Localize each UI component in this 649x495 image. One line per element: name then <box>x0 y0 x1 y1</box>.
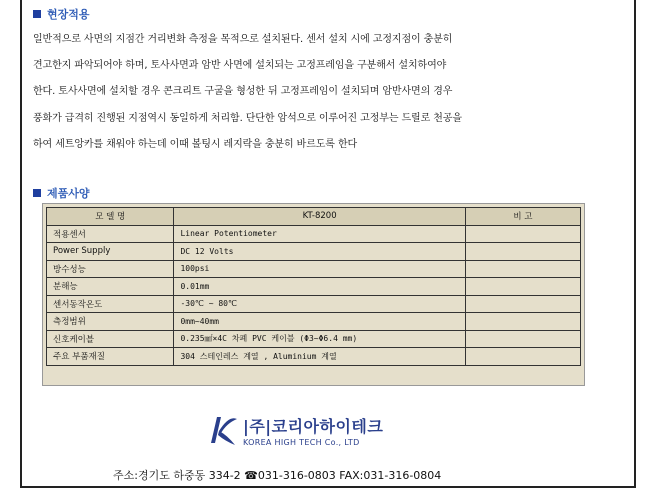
row-label: 신호케이블 <box>47 330 174 348</box>
section-title-text: 제품사양 <box>47 187 90 200</box>
table-row <box>47 313 581 331</box>
row-label: Power Supply <box>47 243 174 261</box>
row-label: 방수성능 <box>47 260 174 278</box>
row-note <box>465 348 580 366</box>
row-note <box>465 260 580 278</box>
company-address: 주소:경기도 하중동 334-2 ☎031-316-0803 FAX:031-316-0804 <box>113 469 442 482</box>
row-label: 센서동작온도 <box>47 295 174 313</box>
paragraph-line: 견고한지 파악되어야 하며, 토사사면과 암반 사면에 설치되는 고정프레임을 구분해서 설치하여야 <box>33 60 447 72</box>
row-note <box>465 243 580 261</box>
row-note <box>465 278 580 296</box>
row-value: -30℃ ~ 80℃ <box>174 295 465 313</box>
paragraph-line: 풍화가 급격히 진행된 지점역시 동일하게 처리함. 단단한 암석으로 이루어진 고정부는 드릴로 천공을 <box>33 112 462 124</box>
logo-korean-name: |주|코리아하이테크 <box>243 416 384 436</box>
square-bullet-icon <box>33 189 41 197</box>
section-title-specifications <box>33 185 90 201</box>
row-label: 분해능 <box>47 278 174 296</box>
row-label: 주요 부품재질 <box>47 348 174 366</box>
row-value: 304 스테인레스 계열 , Aluminium 계열 <box>174 348 465 366</box>
paragraph-line: 한다. 토사사면에 설치할 경우 콘크리트 구굴을 형성한 뒤 고정프레임이 설치되며 암반사면의 경우 <box>33 86 453 98</box>
row-value: 100psi <box>174 260 465 278</box>
spec-table <box>46 207 581 366</box>
table-row <box>47 260 581 278</box>
header-model-value: KT-8200 <box>174 208 465 226</box>
paragraph-line: 하여 세트앙카를 채워야 하는데 이때 볼팅시 레지락을 충분히 바르도록 한다 <box>33 138 358 150</box>
row-value: Linear Potentiometer <box>174 225 465 243</box>
row-label: 적용센서 <box>47 225 174 243</box>
row-note <box>465 225 580 243</box>
header-model-label: 모 델 명 <box>47 208 174 226</box>
row-note <box>465 313 580 331</box>
company-logo-icon <box>205 413 239 447</box>
row-note <box>465 330 580 348</box>
table-row <box>47 225 581 243</box>
paragraph-line: 일반적으로 사면의 지점간 거리변화 측정을 목적으로 설치된다. 센서 설치 시에 고정지점이 충분히 <box>33 34 453 45</box>
row-value: 0mm~40mm <box>174 313 465 331</box>
section-title-field-application <box>33 6 90 22</box>
row-value: DC 12 Volts <box>174 243 465 261</box>
row-value: 0.01mm <box>174 278 465 296</box>
row-label: 측정범위 <box>47 313 174 331</box>
logo-english-name: KOREA HIGH TECH Co., LTD <box>243 437 360 447</box>
company-logo <box>205 413 383 447</box>
table-row <box>47 243 581 261</box>
section-title-text: 현장적용 <box>47 8 90 21</box>
table-row <box>47 348 581 366</box>
table-header-row <box>47 208 581 226</box>
table-row <box>47 278 581 296</box>
row-value: 0.235㎟×4C 차폐 PVC 케이블 (Φ3~Φ6.4 mm) <box>174 330 465 348</box>
table-row <box>47 295 581 313</box>
header-note: 비 고 <box>465 208 580 226</box>
row-note <box>465 295 580 313</box>
field-application-paragraph <box>33 27 618 158</box>
table-row <box>47 330 581 348</box>
square-bullet-icon <box>33 10 41 18</box>
